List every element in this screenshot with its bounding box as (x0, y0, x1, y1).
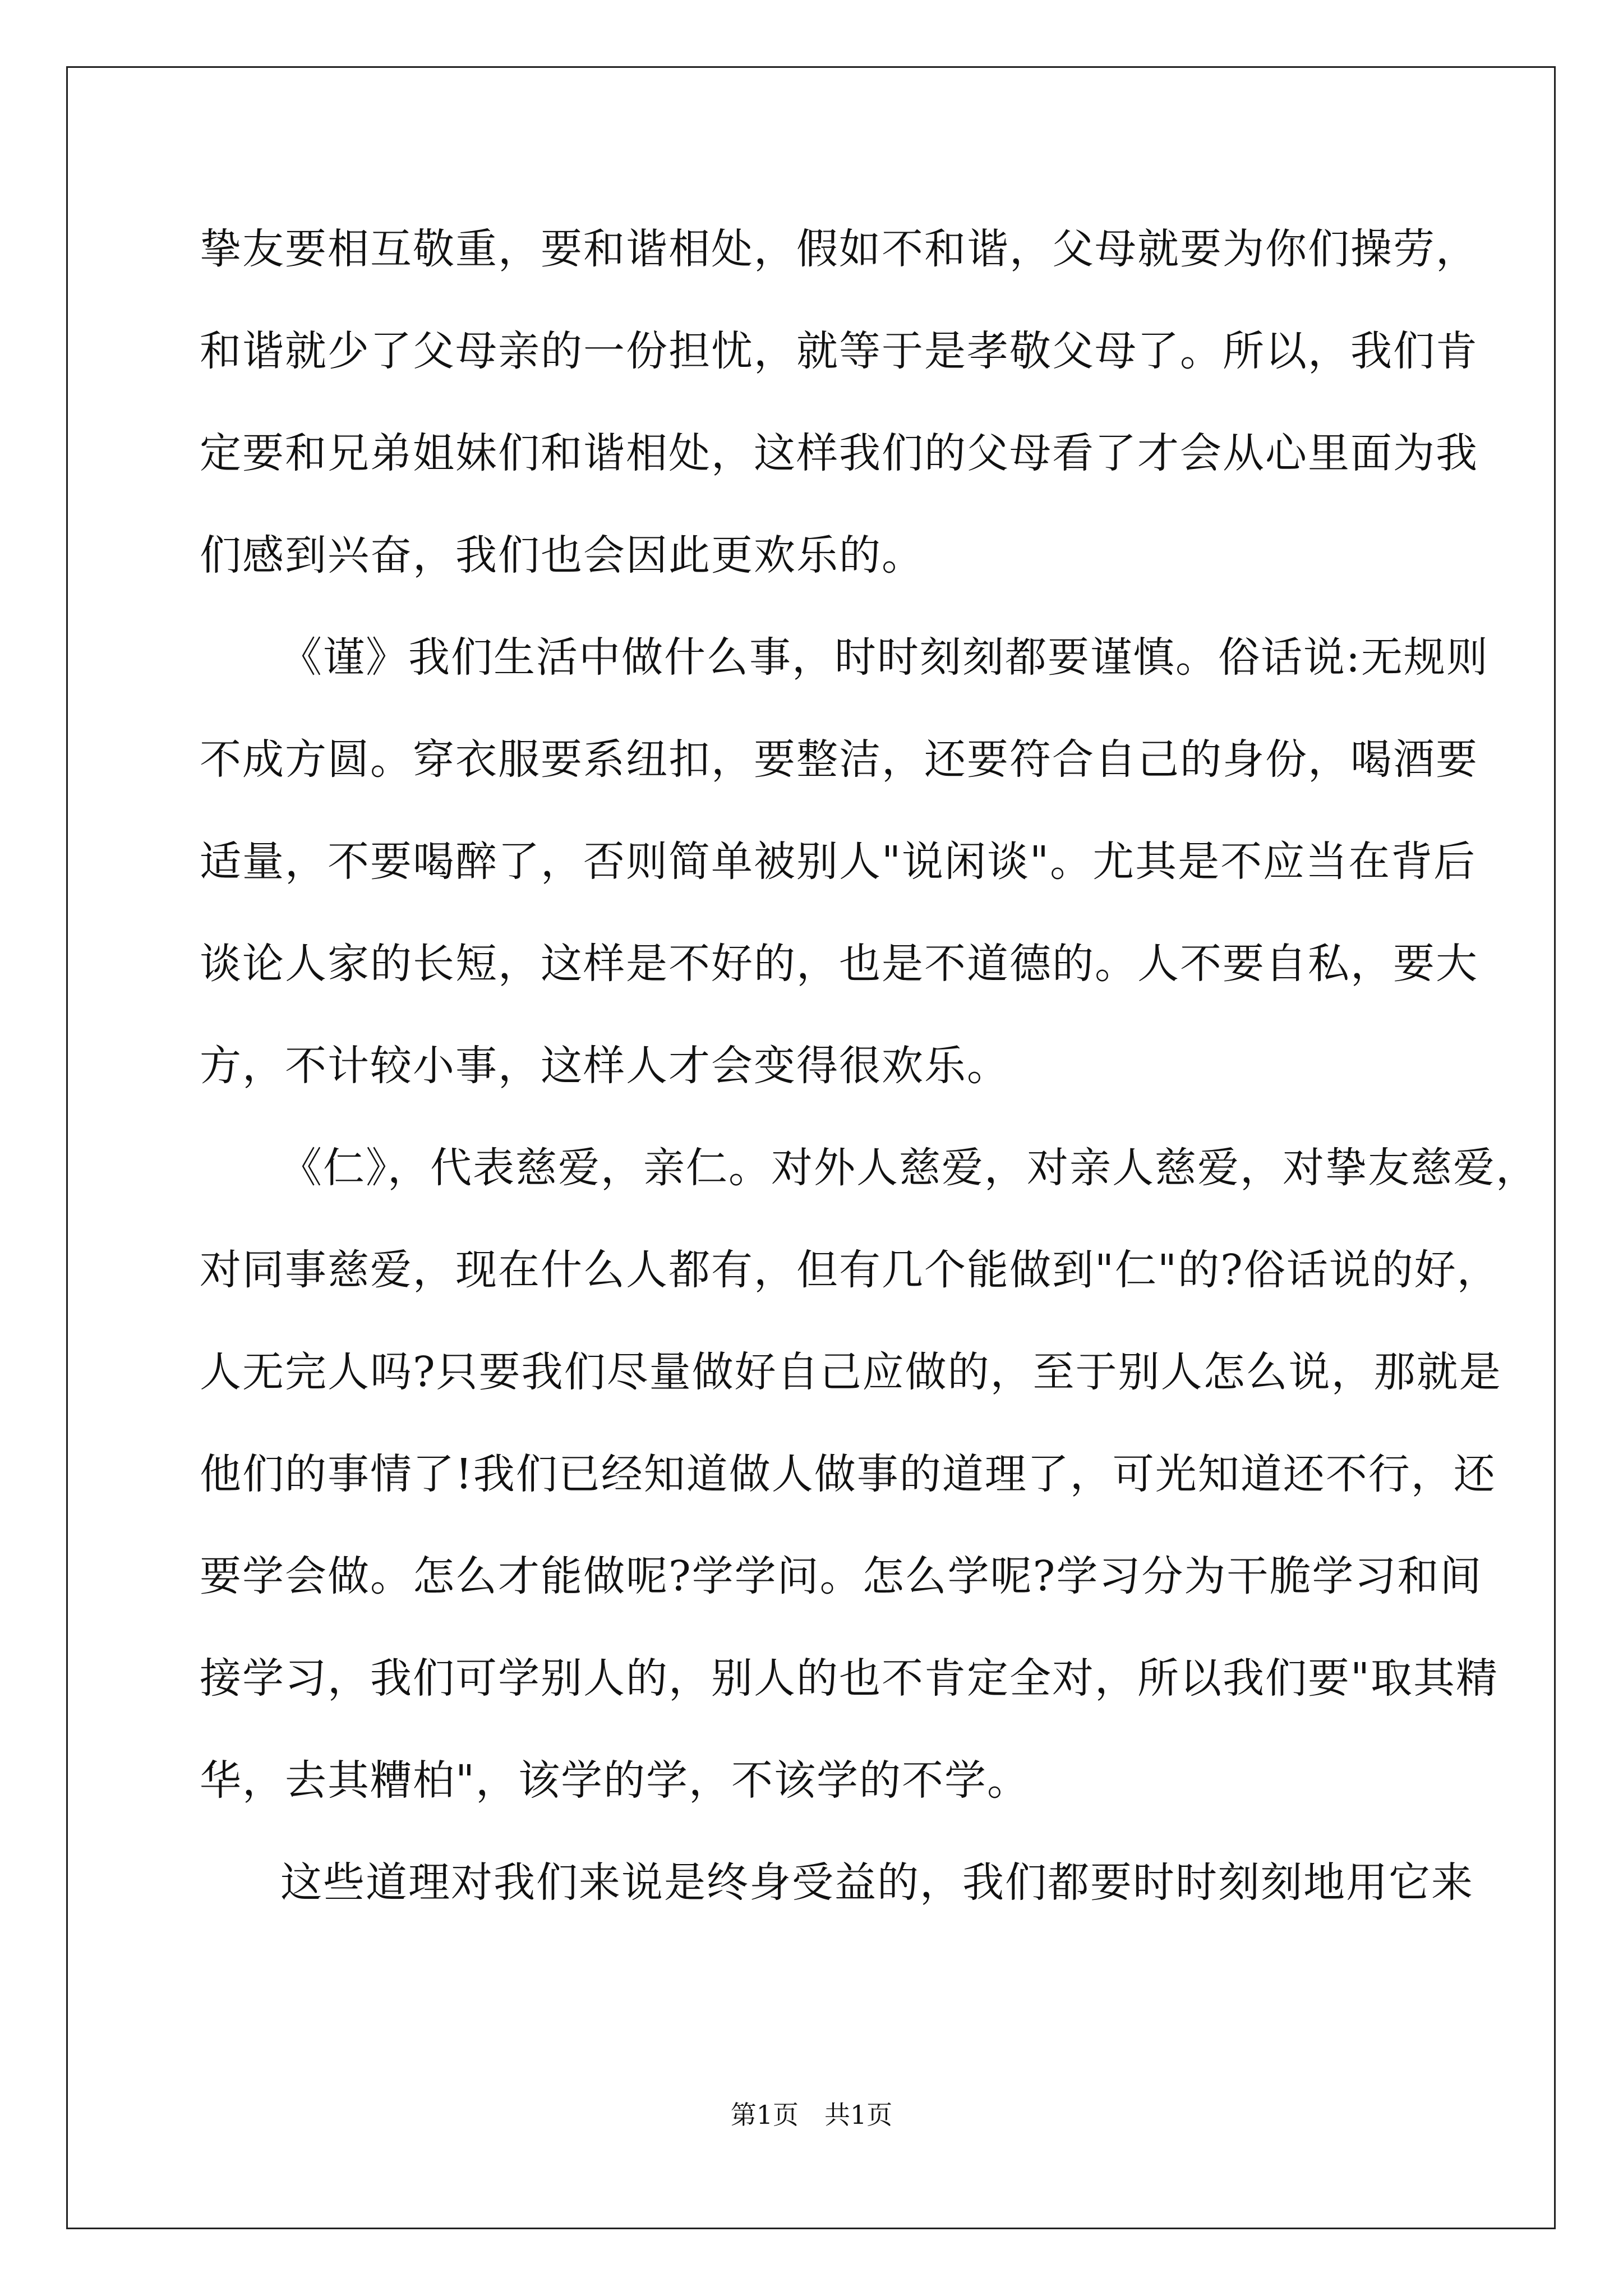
text-line: 方，不计较小事，这样人才会变得很欢乐。 (200, 1042, 1009, 1090)
page-footer: 第1页 共1页 (730, 2100, 893, 2130)
text-line: 适量，不要喝醉了，否则简单被别人"说闲谈"。尤其是不应当在背后 (200, 838, 1477, 886)
text-line: 谈论人家的长短，这样是不好的，也是不道德的。人不要自私，要大 (200, 940, 1478, 988)
text-line: 对同事慈爱，现在什么人都有，但有几个能做到"仁"的?俗话说的好， (200, 1246, 1500, 1294)
text-line: 接学习，我们可学别人的，别人的也不肯定全对，所以我们要"取其精 (200, 1654, 1499, 1703)
paragraph-start-line: 《谨》我们生活中做什么事，时时刻刻都要谨慎。俗话说:无规则 (280, 633, 1489, 682)
text-line: 他们的事情了!我们已经知道做人做事的道理了，可光知道还不行，还 (200, 1450, 1496, 1498)
text-line: 华，去其糟柏"，该学的学，不该学的不学。 (200, 1756, 1030, 1805)
text-line: 和谐就少了父母亲的一份担忧，就等于是孝敬父母了。所以，我们肯 (200, 327, 1478, 375)
text-line: 不成方圆。穿衣服要系纽扣，要整洁，还要符合自己的身份，喝酒要 (200, 735, 1478, 784)
text-line: 人无完人吗?只要我们尽量做好自己应做的，至于别人怎么说，那就是 (200, 1348, 1502, 1396)
text-line: 要学会做。怎么才能做呢?学学问。怎么学呢?学习分为干脆学习和间 (200, 1552, 1483, 1600)
paragraph-start-line: 这些道理对我们来说是终身受益的，我们都要时时刻刻地用它来 (280, 1858, 1474, 1907)
paragraph-start-line: 《仁》，代表慈爱，亲仁。对外人慈爱，对亲人慈爱，对挚友慈爱， (280, 1144, 1538, 1192)
text-line: 们感到兴奋，我们也会因此更欢乐的。 (200, 531, 924, 579)
text-line: 挚友要相互敬重，要和谐相处，假如不和谐，父母就要为你们操劳， (200, 225, 1478, 273)
text-line: 定要和兄弟姐妹们和谐相处，这样我们的父母看了才会从心里面为我 (200, 429, 1478, 477)
